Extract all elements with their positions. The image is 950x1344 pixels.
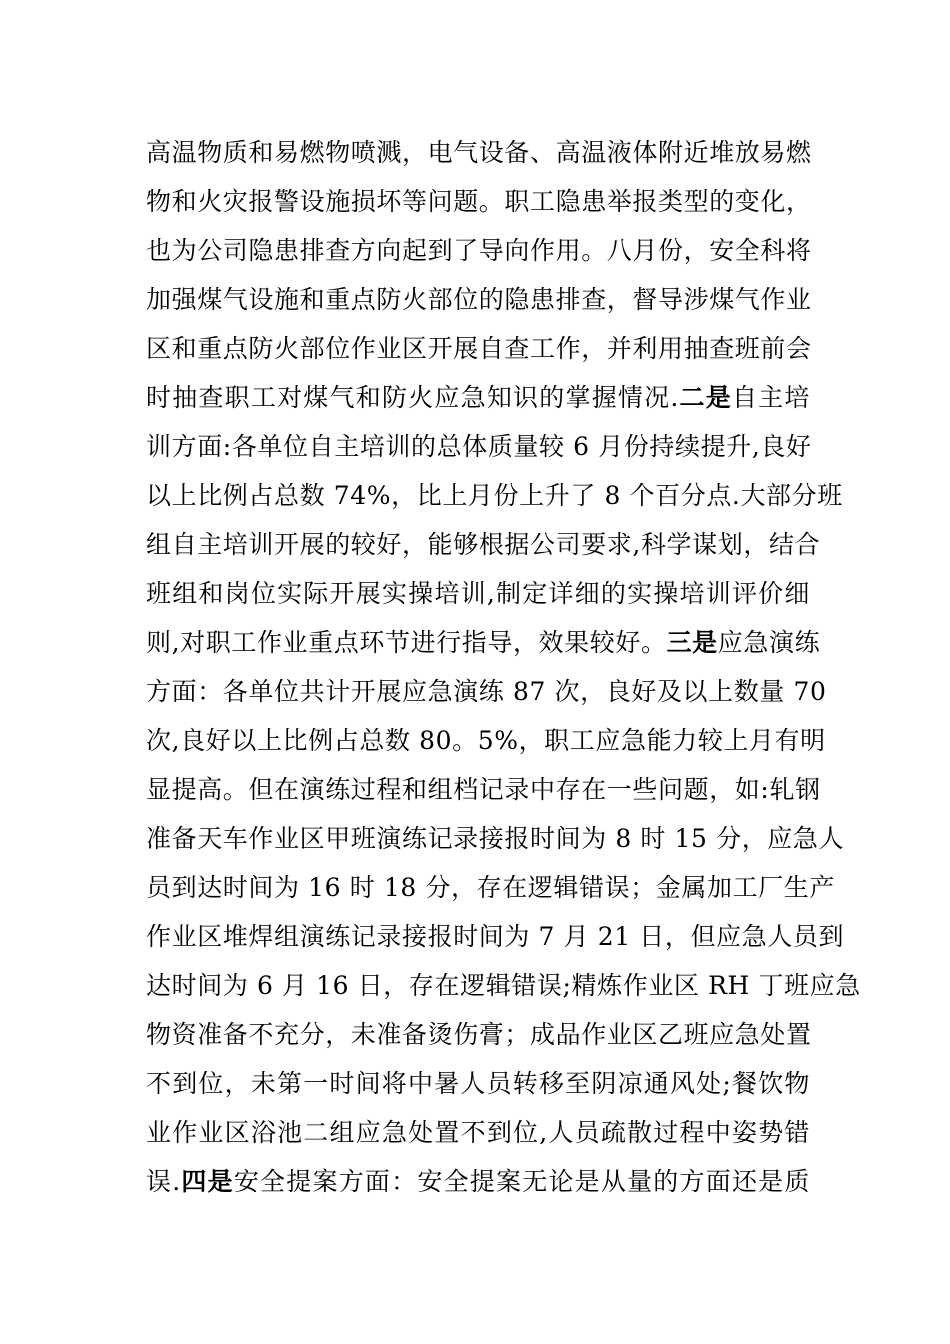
text-line xyxy=(146,520,821,569)
text-run: 区和重点防火部位作业区开展自查工作，并利用抽查班前会 xyxy=(146,334,812,363)
text-line xyxy=(146,814,845,863)
text-line xyxy=(146,716,826,765)
text-line xyxy=(146,912,845,961)
text-run: 自主培 xyxy=(731,383,810,412)
text-run: 以上比例占总数 74%，比上月份上升了 8 个百分点.大部分班 xyxy=(146,481,843,510)
text-run: 则,对职工作业重点环节进行指导，效果较好。 xyxy=(146,628,667,657)
text-run: 员到达时间为 16 时 18 分，存在逻辑错误；金属加工厂生产 xyxy=(146,873,836,902)
text-run: 误. xyxy=(146,1167,181,1196)
text-line xyxy=(146,422,810,471)
text-run: 物资准备不充分，未准备烫伤膏；成品作业区乙班应急处置 xyxy=(146,1020,812,1049)
bold-heading: 四是 xyxy=(180,1167,234,1196)
text-run: 作业区堆焊组演练记录接报时间为 7 月 21 日，但应急人员到 xyxy=(146,922,845,951)
text-line xyxy=(146,226,810,275)
text-run: 不到位，未第一时间将中暑人员转移至阴凉通风处;餐饮物 xyxy=(146,1069,810,1098)
text-run: 次,良好以上比例占总数 80。5%，职工应急能力较上月有明 xyxy=(146,726,826,755)
text-run: 训方面:各单位自主培训的总体质量较 6 月份持续提升,良好 xyxy=(146,432,812,461)
text-line xyxy=(146,863,836,912)
text-line xyxy=(146,961,861,1010)
text-line xyxy=(146,569,810,618)
text-run: 班组和岗位实际开展实操培训,制定详细的实操培训评价细 xyxy=(146,579,810,608)
text-run: 业作业区浴池二组应急处置不到位,人员疏散过程中姿势错 xyxy=(146,1118,810,1147)
text-run: 安全提案方面：安全提案无论是从量的方面还是质 xyxy=(233,1167,810,1196)
text-line xyxy=(146,1059,810,1108)
text-run: 达时间为 6 月 16 日，存在逻辑错误;精炼作业区 RH 丁班应急 xyxy=(146,971,861,1000)
text-run: 方面：各单位共计开展应急演练 87 次，良好及以上数量 70 xyxy=(146,677,827,706)
text-line xyxy=(146,1157,810,1206)
text-run: 也为公司隐患排查方向起到了导向作用。八月份，安全科将 xyxy=(146,236,812,265)
text-run: 时抽查职工对煤气和防火应急知识的掌握情况. xyxy=(146,383,679,412)
text-run: 准备天车作业区甲班演练记录接报时间为 8 时 15 分，应急人 xyxy=(146,824,845,853)
text-run: 组自主培训开展的较好，能够根据公司要求,科学谋划，结合 xyxy=(146,530,821,559)
body-paragraph xyxy=(146,128,861,1206)
bold-heading: 二是 xyxy=(678,383,732,412)
text-line xyxy=(146,324,810,373)
text-line xyxy=(146,471,843,520)
text-line xyxy=(146,1108,810,1157)
text-line xyxy=(146,177,810,226)
text-run: 应急演练 xyxy=(717,628,821,657)
text-run: 加强煤气设施和重点防火部位的隐患排查，督导涉煤气作业 xyxy=(146,285,812,314)
text-line xyxy=(146,667,827,716)
text-line xyxy=(146,128,810,177)
text-line xyxy=(146,275,810,324)
text-run: 高温物质和易燃物喷溅，电气设备、高温液体附近堆放易燃 xyxy=(146,138,812,167)
bold-heading: 三是 xyxy=(666,628,718,657)
text-line xyxy=(146,618,821,667)
text-line xyxy=(146,373,810,422)
text-line xyxy=(146,1010,810,1059)
text-line xyxy=(146,765,821,814)
text-run: 显提高。但在演练过程和组档记录中存在一些问题，如:轧钢 xyxy=(146,775,821,804)
text-run: 物和火灾报警设施损坏等问题。职工隐患举报类型的变化， xyxy=(146,187,812,216)
